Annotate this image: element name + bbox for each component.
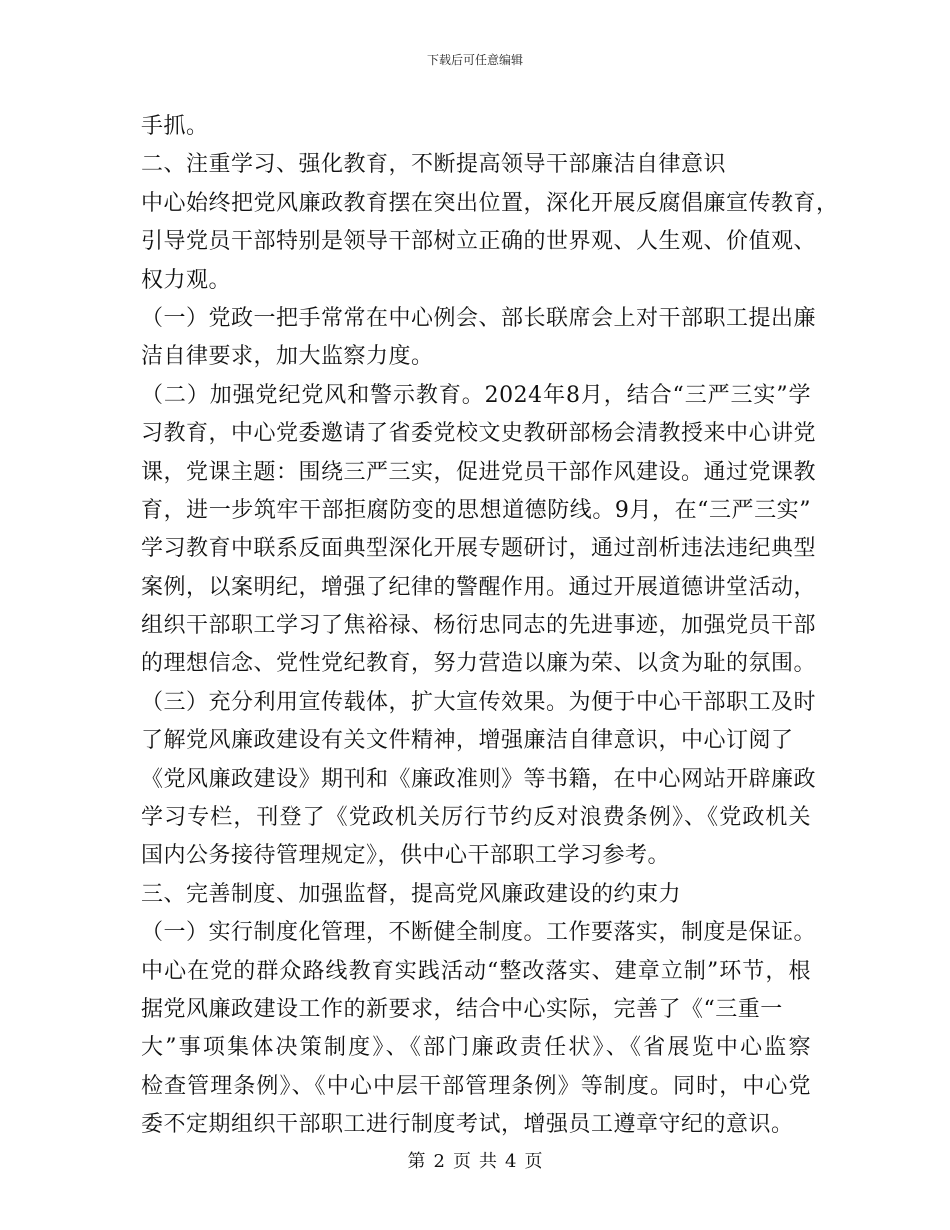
text-line: 育，进一步筑牢干部拒腐防变的思想道德防线。9月，在“三严三实” bbox=[141, 497, 811, 523]
text-line: 的理想信念、党性党纪教育，努力营造以廉为荣、以贪为耻的氛围。 bbox=[141, 651, 817, 677]
text-line: 国内公务接待管理规定》，供中心干部职工学习参考。 bbox=[141, 843, 671, 869]
text-line: （一）党政一把手常常在中心例会、部长联席会上对干部职工提出廉 bbox=[141, 305, 817, 331]
text-line: 中心始终把党风廉政教育摆在突出位置，深化开展反腐倡廉宣传教育， bbox=[141, 190, 839, 216]
section-heading: 三、完善制度、加强监督，提高党风廉政建设的约束力 bbox=[141, 881, 682, 907]
text-line: 据党风廉政建设工作的新要求，结合中心实际，完善了《“三重一 bbox=[141, 996, 783, 1022]
text-line: 《党风廉政建设》期刊和《廉政准则》等书籍，在中心网站开辟廉政 bbox=[141, 766, 817, 792]
text-line: 组织干部职工学习了焦裕禄、杨衍忠同志的先进事迹，加强党员干部 bbox=[141, 613, 817, 639]
footer-ye: 页 bbox=[524, 1151, 543, 1172]
text-line: 大”事项集体决策制度》、《部门廉政责任状》、《省展览中心监察 bbox=[141, 1035, 811, 1061]
text-line: 课，党课主题：围绕三严三实，促进党员干部作风建设。通过党课教 bbox=[141, 459, 817, 485]
text-line: 案例，以案明纪，增强了纪律的警醒作用。通过开展道德讲堂活动， bbox=[141, 574, 817, 600]
text-line: （一）实行制度化管理，不断健全制度。工作要落实，制度是保证。 bbox=[141, 920, 817, 946]
text-line: 习教育，中心党委邀请了省委党校文史教研部杨会清教授来中心讲党 bbox=[141, 421, 817, 447]
footer-di: 第 bbox=[407, 1151, 426, 1172]
footer-total-pages: 4 bbox=[505, 1151, 517, 1172]
text-line: 手抓。 bbox=[141, 114, 209, 139]
text-line: 学习教育中联系反面典型深化开展专题研讨，通过剖析违法违纪典型 bbox=[141, 536, 817, 562]
text-line: 洁自律要求，加大监察力度。 bbox=[141, 344, 434, 370]
page-header-note: 下载后可任意编辑 bbox=[426, 53, 523, 67]
section-heading: 二、注重学习、强化教育，不断提高领导干部廉洁自律意识 bbox=[141, 152, 727, 178]
text-line: （二）加强党纪党风和警示教育。2024年8月，结合“三严三实”学 bbox=[141, 382, 811, 408]
text-line: 检查管理条例》、《中心中层干部管理条例》等制度。同时，中心党 bbox=[141, 1073, 811, 1099]
text-line: 了解党风廉政建设有关文件精神，增强廉洁自律意识，中心订阅了 bbox=[141, 728, 794, 754]
footer-ye: 页 bbox=[453, 1151, 471, 1172]
text-line: 学习专栏，刊登了《党政机关厉行节约反对浪费条例》、《党政机关 bbox=[141, 805, 811, 831]
text-line: 权力观。 bbox=[141, 267, 232, 293]
page-footer bbox=[0, 1150, 950, 1174]
text-line: （三）充分利用宣传载体，扩大宣传效果。为便于中心干部职工及时 bbox=[141, 689, 817, 715]
text-line: 引导党员干部特别是领导干部树立正确的世界观、人生观、价值观、 bbox=[141, 229, 817, 255]
footer-gong: 共 bbox=[479, 1151, 497, 1172]
text-line: 中心在党的群众路线教育实践活动“整改落实、建章立制”环节，根 bbox=[141, 958, 811, 984]
text-line: 委不定期组织干部职工进行制度考试，增强员工遵章守纪的意识。 bbox=[141, 1112, 794, 1138]
footer-page-number: 2 bbox=[433, 1151, 445, 1172]
document-body bbox=[141, 108, 839, 1145]
